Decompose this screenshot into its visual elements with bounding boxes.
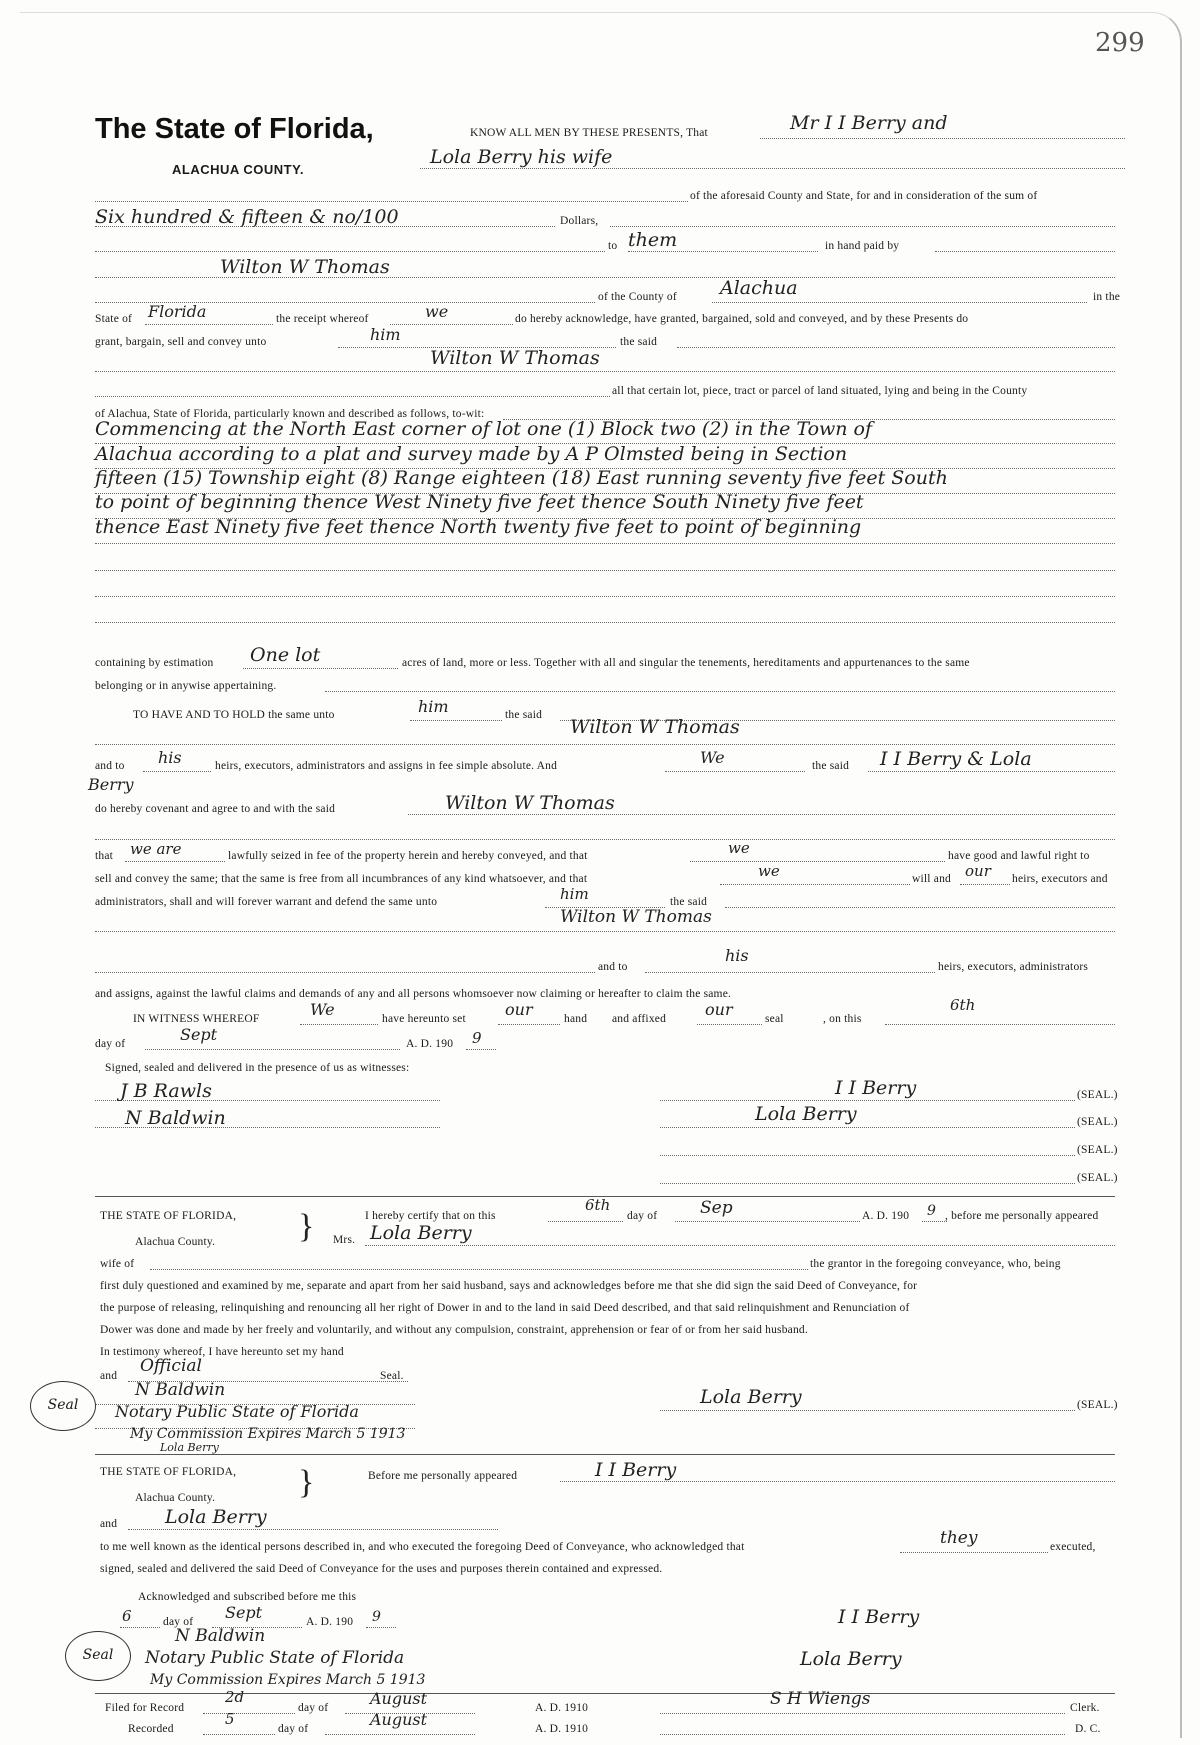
line (145, 324, 273, 325)
grantors-line2: Lola Berry his wife (430, 146, 613, 168)
our-word: our (965, 862, 991, 880)
grant-line: grant, bargain, sell and convey unto (95, 336, 267, 348)
cert-state: THE STATE OF FLORIDA, (100, 1466, 237, 1478)
line (95, 839, 1115, 840)
seal-word: Seal. (380, 1370, 404, 1382)
line (95, 226, 555, 227)
line (628, 251, 818, 252)
line (120, 1627, 160, 1628)
to-label: to (608, 240, 618, 252)
line (95, 744, 1115, 745)
day-of-label: day of (163, 1616, 194, 1628)
wife-signature: Lola Berry (700, 1386, 802, 1408)
line (660, 1410, 1075, 1411)
line (960, 884, 1010, 885)
line (712, 302, 1087, 303)
line (325, 1734, 475, 1735)
amount-words: Six hundred & fifteen & no/100 (95, 206, 399, 228)
seal-label: (SEAL.) (1077, 1399, 1118, 1411)
in-the-label: in the (1093, 291, 1121, 303)
line (665, 771, 805, 772)
grantors-names: I I Berry & Lola (880, 748, 1032, 770)
wife-of-label: wife of (100, 1258, 135, 1270)
line (203, 1713, 295, 1714)
description-line: thence East Ninety five feet thence North twenty five feet to point of beginning (95, 516, 862, 538)
line (610, 226, 1115, 227)
and-to-label: and to (598, 961, 628, 973)
they-word: they (940, 1528, 978, 1548)
wife-name: Lola Berry (370, 1222, 472, 1244)
line (868, 771, 1115, 772)
line (390, 324, 513, 325)
line (365, 1245, 1115, 1246)
filed-day: 2d (225, 1688, 245, 1706)
rec-month: August (370, 1710, 428, 1729)
seal-label: (SEAL.) (1077, 1172, 1118, 1184)
line (128, 1529, 498, 1530)
sell-line: sell and convey the same; that the same is free from all incumbrances of any kind whatsoever, and that (95, 873, 588, 885)
line (125, 861, 225, 862)
commission-extra: Lola Berry (160, 1441, 219, 1454)
filed-label: Filed for Record (105, 1702, 185, 1714)
we-are: we are (130, 840, 182, 858)
seal-label: (SEAL.) (1077, 1144, 1118, 1156)
admin-line: administrators, shall and will forever warrant and defend the same unto (95, 896, 438, 908)
brace-icon: } (298, 1208, 315, 1245)
of-county-label: of the County of (598, 291, 677, 303)
we-word: We (700, 748, 725, 767)
rec-day: 5 (225, 1710, 235, 1728)
grantor-signature: Lola Berry (755, 1103, 857, 1125)
line (498, 1024, 560, 1025)
line (677, 347, 1115, 348)
acknowledged-text: Acknowledged and subscribed before me this (138, 1591, 357, 1603)
that-label: that (95, 850, 114, 862)
have-hereunto-text: have hereunto set (382, 1013, 466, 1025)
we-word: we (728, 839, 750, 857)
notary-name: N Baldwin (175, 1626, 266, 1646)
heirs-exec-admin-text: heirs, executors, administrators (938, 961, 1089, 973)
commission-text: My Commission Expires March 5 1913 (150, 1672, 426, 1688)
to-whom: them (628, 229, 678, 251)
line (95, 201, 688, 202)
in-witness-text: IN WITNESS WHEREOF (133, 1013, 260, 1025)
the-said-label: the said (812, 760, 850, 772)
mrs-label: Mrs. (333, 1234, 356, 1246)
line (720, 884, 910, 885)
belonging-text: belonging or in anywise appertaining. (95, 680, 277, 692)
seal-label: (SEAL.) (1077, 1116, 1118, 1128)
description-line: Commencing at the North East corner of lot one (1) Block two (2) in the Town of (95, 418, 873, 440)
line (95, 371, 1115, 372)
grantor-signature: Lola Berry (800, 1648, 902, 1670)
containing-label: containing by estimation (95, 657, 214, 669)
aforesaid-text: of the aforesaid County and State, for and in consideration of the sum of (690, 190, 1038, 202)
estimation-value: One lot (250, 644, 321, 666)
lawfully-text: lawfully seized in fee of the property herein and hereby conveyed, and that (228, 850, 588, 862)
filed-month: August (370, 1689, 428, 1708)
line (420, 168, 1125, 169)
year: 9 (927, 1203, 936, 1219)
day-number: 6th (585, 1196, 611, 1214)
unto-name: him (560, 885, 589, 903)
grantor-signature: I I Berry (835, 1077, 917, 1099)
line (660, 1734, 1065, 1735)
we-word: We (310, 1000, 335, 1019)
receipt-by: we (425, 302, 449, 321)
ad-label: A. D. 190 (306, 1616, 354, 1628)
our-word: our (705, 1000, 733, 1019)
line (660, 1155, 1075, 1156)
state-title: The State of Florida, (95, 113, 374, 145)
day-of-label: day of (627, 1210, 658, 1222)
line (145, 1049, 400, 1050)
line (560, 1481, 1115, 1482)
will-and-text: will and (912, 873, 951, 885)
line (143, 771, 211, 772)
line (150, 1269, 808, 1270)
executed-label: executed, (1050, 1541, 1096, 1553)
line (325, 691, 1115, 692)
notary-title: Notary Public State of Florida (115, 1402, 359, 1421)
certify-text: I hereby certify that on this (365, 1210, 496, 1222)
notary-name: N Baldwin (135, 1380, 226, 1400)
ad-label: A. D. 190 (406, 1038, 454, 1050)
cert2-body: to me well known as the identical persons described in, and who executed the foregoing Deed of Conveyance, who acknowledged that (100, 1541, 745, 1553)
affixed-text: and affixed (612, 1013, 667, 1025)
and-label: and (100, 1518, 118, 1530)
grantee-name: Wilton W Thomas (560, 907, 712, 927)
description-line: Alachua according to a plat and survey made by A P Olmsted being in Section (95, 443, 848, 465)
cert-county: Alachua County. (135, 1236, 216, 1248)
his-word: his (725, 946, 749, 965)
county-name: Alachua (720, 277, 798, 299)
line (95, 931, 1115, 932)
witness-signature: J B Rawls (120, 1080, 212, 1102)
heirs-text: heirs, executors, administrators and assigns in fee simple absolute. And (215, 760, 558, 772)
witness-signature: N Baldwin (125, 1107, 226, 1129)
payer-name: Wilton W Thomas (220, 256, 390, 278)
line (935, 251, 1115, 252)
the-said-label: the said (670, 896, 708, 908)
heirs-exec-text: heirs, executors and (1012, 873, 1108, 885)
state-of-label: State of (95, 313, 133, 325)
line (408, 814, 1115, 815)
line (466, 1049, 496, 1050)
line (725, 907, 1115, 908)
before-me-text: , before me personally appeared (945, 1210, 1099, 1222)
month: Sept (180, 1025, 218, 1044)
the-said-label: the said (620, 336, 658, 348)
cert-body: Dower was done and made by her freely and voluntarily, and without any compulsion, constraint, apprehension or fear of or from her said husband. (100, 1324, 808, 1336)
clerk-label: Clerk. (1070, 1702, 1100, 1714)
dollars-label: Dollars, (560, 215, 599, 227)
and-label: and (100, 1370, 118, 1382)
seal-label: (SEAL.) (1077, 1089, 1118, 1101)
grantee-name: Wilton W Thomas (570, 716, 740, 738)
receipt-label: the receipt whereof (276, 313, 369, 325)
line (410, 720, 502, 721)
divider (95, 1454, 1115, 1455)
line (697, 1024, 762, 1025)
notary-title: Notary Public State of Florida (145, 1648, 405, 1668)
line (660, 1127, 1075, 1128)
day-of-label: day of (278, 1723, 309, 1735)
line (95, 972, 595, 973)
grantors-cont: Berry (88, 775, 134, 794)
day-number: 6th (950, 996, 976, 1014)
line (203, 1734, 275, 1735)
divider (95, 1693, 1115, 1694)
cert2-body: signed, sealed and delivered the said Deed of Conveyance for the uses and purposes therein contained and expressed. (100, 1563, 663, 1575)
testimony-text: In testimony whereof, I have hereunto set my hand (100, 1346, 344, 1358)
grantee-name: Wilton W Thomas (430, 347, 600, 369)
line (95, 596, 1115, 597)
have-good-text: have good and lawful right to (948, 850, 1090, 862)
unto-name: him (418, 697, 449, 716)
notary-seal-stamp: Seal (65, 1631, 131, 1681)
line (660, 1713, 1065, 1714)
covenant-text: do hereby covenant and agree to and with the said (95, 803, 336, 815)
dc-label: D. C. (1075, 1723, 1101, 1735)
his-word: his (158, 748, 182, 767)
county-title: ALACHUA COUNTY. (172, 162, 304, 177)
signed-text: Signed, sealed and delivered in the presence of us as witnesses: (105, 1062, 410, 1074)
brace-icon: } (298, 1464, 315, 1501)
line (95, 622, 1115, 623)
of-alachua-text: of Alachua, State of Florida, particularly known and described as follows, to-wit: (95, 408, 485, 420)
line (95, 251, 605, 252)
and-to-label: and to (95, 760, 125, 772)
in-hand-paid-label: in hand paid by (825, 240, 900, 252)
cert-body: the purpose of releasing, relinquishing and renouncing all her right of Dower in and to the land in said Deed described, and that said relinquishment and Renunciation of (100, 1302, 910, 1314)
line (243, 668, 398, 669)
appeared-name: Lola Berry (165, 1506, 267, 1528)
know-all-men: KNOW ALL MEN BY THESE PRESENTS, That (470, 127, 708, 139)
commission-text: My Commission Expires March 5 1913 (130, 1426, 406, 1442)
line (548, 1221, 623, 1222)
line (922, 1221, 947, 1222)
line (690, 861, 945, 862)
unto-name: him (370, 325, 401, 344)
line (95, 277, 1115, 278)
appeared-name: I I Berry (595, 1459, 677, 1481)
day-number: 6 (122, 1607, 132, 1625)
month: Sep (700, 1198, 733, 1218)
to-have-text: TO HAVE AND TO HOLD the same unto (133, 709, 335, 721)
all-that-text: all that certain lot, piece, tract or parcel of land situated, lying and being in the County (612, 385, 1028, 397)
recorded-label: Recorded (128, 1723, 174, 1735)
cert-county: Alachua County. (135, 1492, 216, 1504)
grantee-name: Wilton W Thomas (445, 792, 615, 814)
day-of-label: day of (298, 1702, 329, 1714)
assigns-text: and assigns, against the lawful claims and demands of any and all persons whomsoever now claiming or hereafter to claim the same. (95, 988, 732, 1000)
description-line: to point of beginning thence West Ninety five feet thence South Ninety five feet (95, 491, 864, 513)
line (900, 1552, 1048, 1553)
line (885, 1024, 1115, 1025)
line (645, 972, 935, 973)
we-word: we (758, 862, 780, 880)
line (660, 1183, 1075, 1184)
acknowledge-text: do hereby acknowledge, have granted, bargained, sold and conveyed, and by these Presents do (515, 313, 969, 325)
description-line: fifteen (15) Township eight (8) Range eighteen (18) East running seventy five feet South (95, 467, 948, 489)
ad-label: A. D. 190 (862, 1210, 910, 1222)
line (760, 138, 1125, 139)
our-word: our (505, 1000, 533, 1019)
grantor-text: the grantor in the foregoing conveyance, who, being (810, 1258, 1061, 1270)
seals-label: seal (765, 1013, 784, 1025)
hands-label: hand (564, 1013, 588, 1025)
on-this-text: , on this (823, 1013, 862, 1025)
official-word: Official (140, 1356, 202, 1376)
the-said-label: the said (505, 709, 543, 721)
ad-label: A. D. 1910 (535, 1702, 589, 1714)
month: Sept (225, 1603, 263, 1622)
grantors-line1: Mr I I Berry and (790, 112, 948, 134)
before-me-text: Before me personally appeared (368, 1470, 518, 1482)
cert-state: THE STATE OF FLORIDA, (100, 1210, 237, 1222)
line (95, 543, 1115, 544)
state-name: Florida (148, 302, 207, 321)
grantor-signature: I I Berry (838, 1606, 920, 1628)
line (366, 1627, 396, 1628)
year: 9 (372, 1609, 381, 1625)
page-number: 299 (1095, 28, 1145, 58)
line (675, 1221, 860, 1222)
line (95, 570, 1115, 571)
line (95, 396, 610, 397)
line (660, 1100, 1075, 1101)
line (300, 1024, 378, 1025)
acres-text: acres of land, more or less. Together with all and singular the tenements, hereditaments and appurtenances to the same (402, 657, 970, 669)
cert-body: first duly questioned and examined by me, separate and apart from her said husband, says and acknowledges before me that she did sign the said Deed of Conveyance, for (100, 1280, 918, 1292)
year: 9 (472, 1029, 482, 1047)
day-of-label: day of (95, 1038, 126, 1050)
ad-label: A. D. 1910 (535, 1723, 589, 1735)
clerk-signature: S H Wiengs (770, 1689, 871, 1709)
notary-seal-stamp: Seal (30, 1381, 96, 1431)
